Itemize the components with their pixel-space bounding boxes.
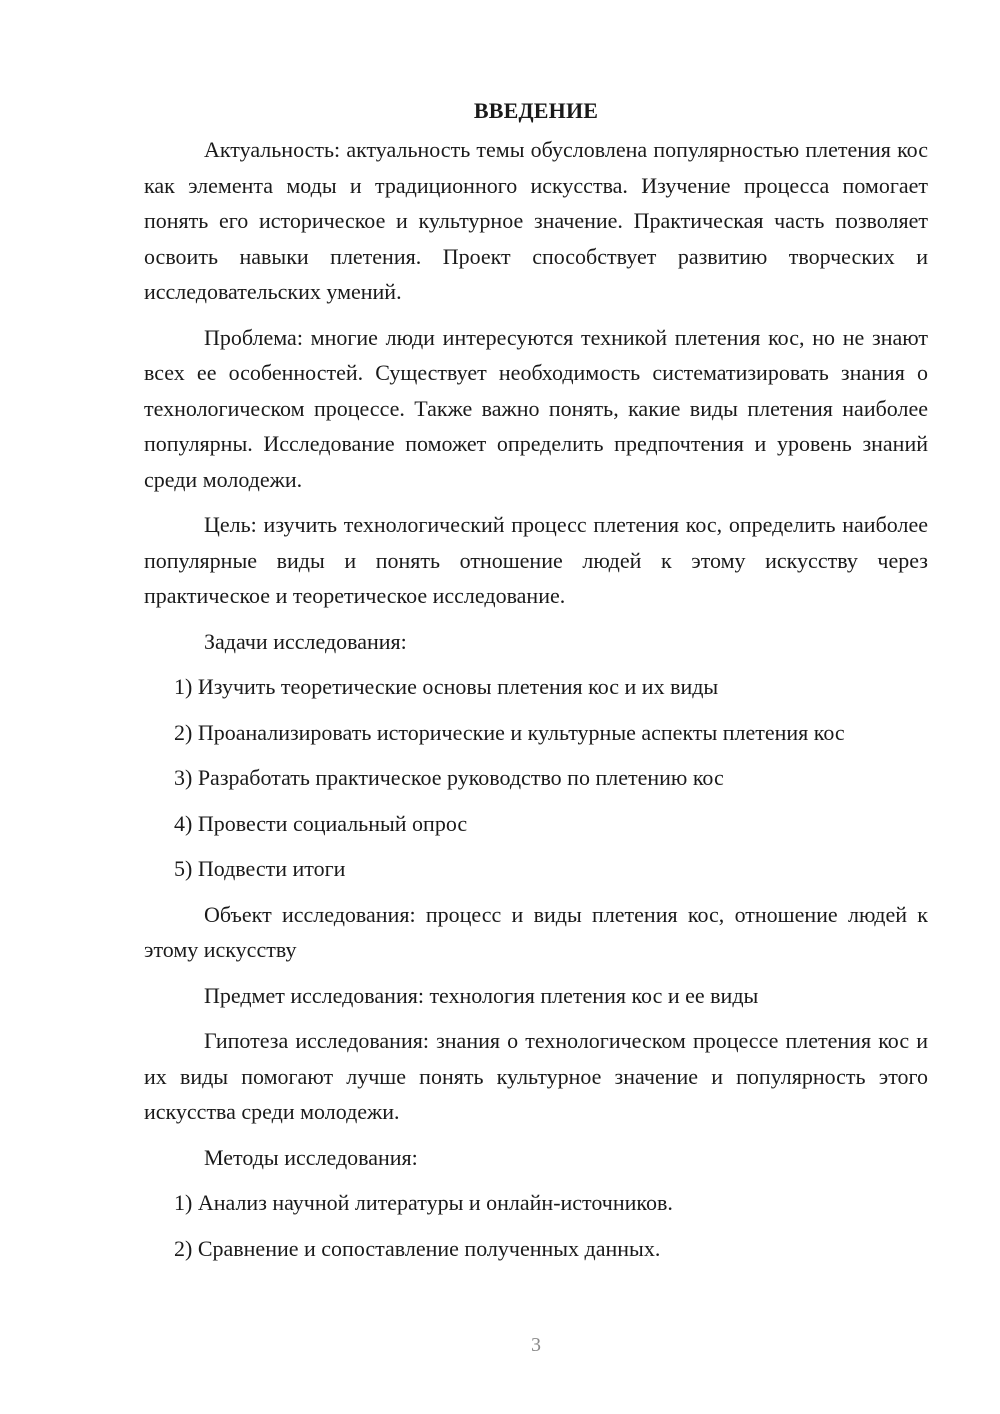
page-content (144, 94, 928, 1276)
subject-paragraph: Предмет исследования: технология плетения кос и ее виды (204, 982, 759, 1008)
method-item-1: 1) Анализ научной литературы и онлайн-источников. (174, 1190, 673, 1215)
page-number: 3 (531, 1334, 541, 1356)
task-item-4: 4) Провести социальный опрос (174, 810, 468, 836)
tasks-heading: Задачи исследования: (204, 628, 407, 654)
hypothesis-paragraph: Гипотеза исследования: знания о технологическом процессе плетения кос и их виды помогают лучше понять культурное значение и популярность этого искусства среди молодежи. (144, 1028, 928, 1124)
methods-heading: Методы исследования: (204, 1144, 418, 1170)
task-item-3: 3) Разработать практическое руководство по плетению кос (174, 765, 724, 790)
object-paragraph: Объект исследования: процесс и виды плетения кос, отношение людей к этому искусству (144, 901, 928, 962)
goal-paragraph: Цель: изучить технологический процесс плетения кос, определить наиболее популярные виды и понять отношение людей к этому искусству через практическое и теоретическое исследование. (144, 512, 928, 608)
method-item-2: 2) Сравнение и сопоставление полученных данных. (174, 1235, 661, 1261)
task-item-2: 2) Проанализировать исторические и культурные аспекты плетения кос (174, 719, 845, 745)
problem-paragraph: Проблема: многие люди интересуются техникой плетения кос, но не знают всех ее особенностей. Существует необходимость систематизировать знания о технологическом процессе. Также важно понять, какие виды плетения наиболее популярны. Исследование поможет определить предпочтения и уровень знаний среди молодежи. (144, 324, 928, 492)
task-item-1: 1) Изучить теоретические основы плетения кос и их виды (174, 674, 719, 699)
relevance-paragraph: Актуальность: актуальность темы обусловлена популярностью плетения кос как элемента моды и традиционного искусства. Изучение процесса помогает понять его историческое и культурное значение. Практическая часть позволяет освоить навыки плетения. Проект способствует развитию творческих и исследовательских умений. (144, 137, 928, 304)
section-title: ВВЕДЕНИЕ (473, 98, 599, 123)
task-item-5: 5) Подвести итоги (174, 856, 346, 881)
